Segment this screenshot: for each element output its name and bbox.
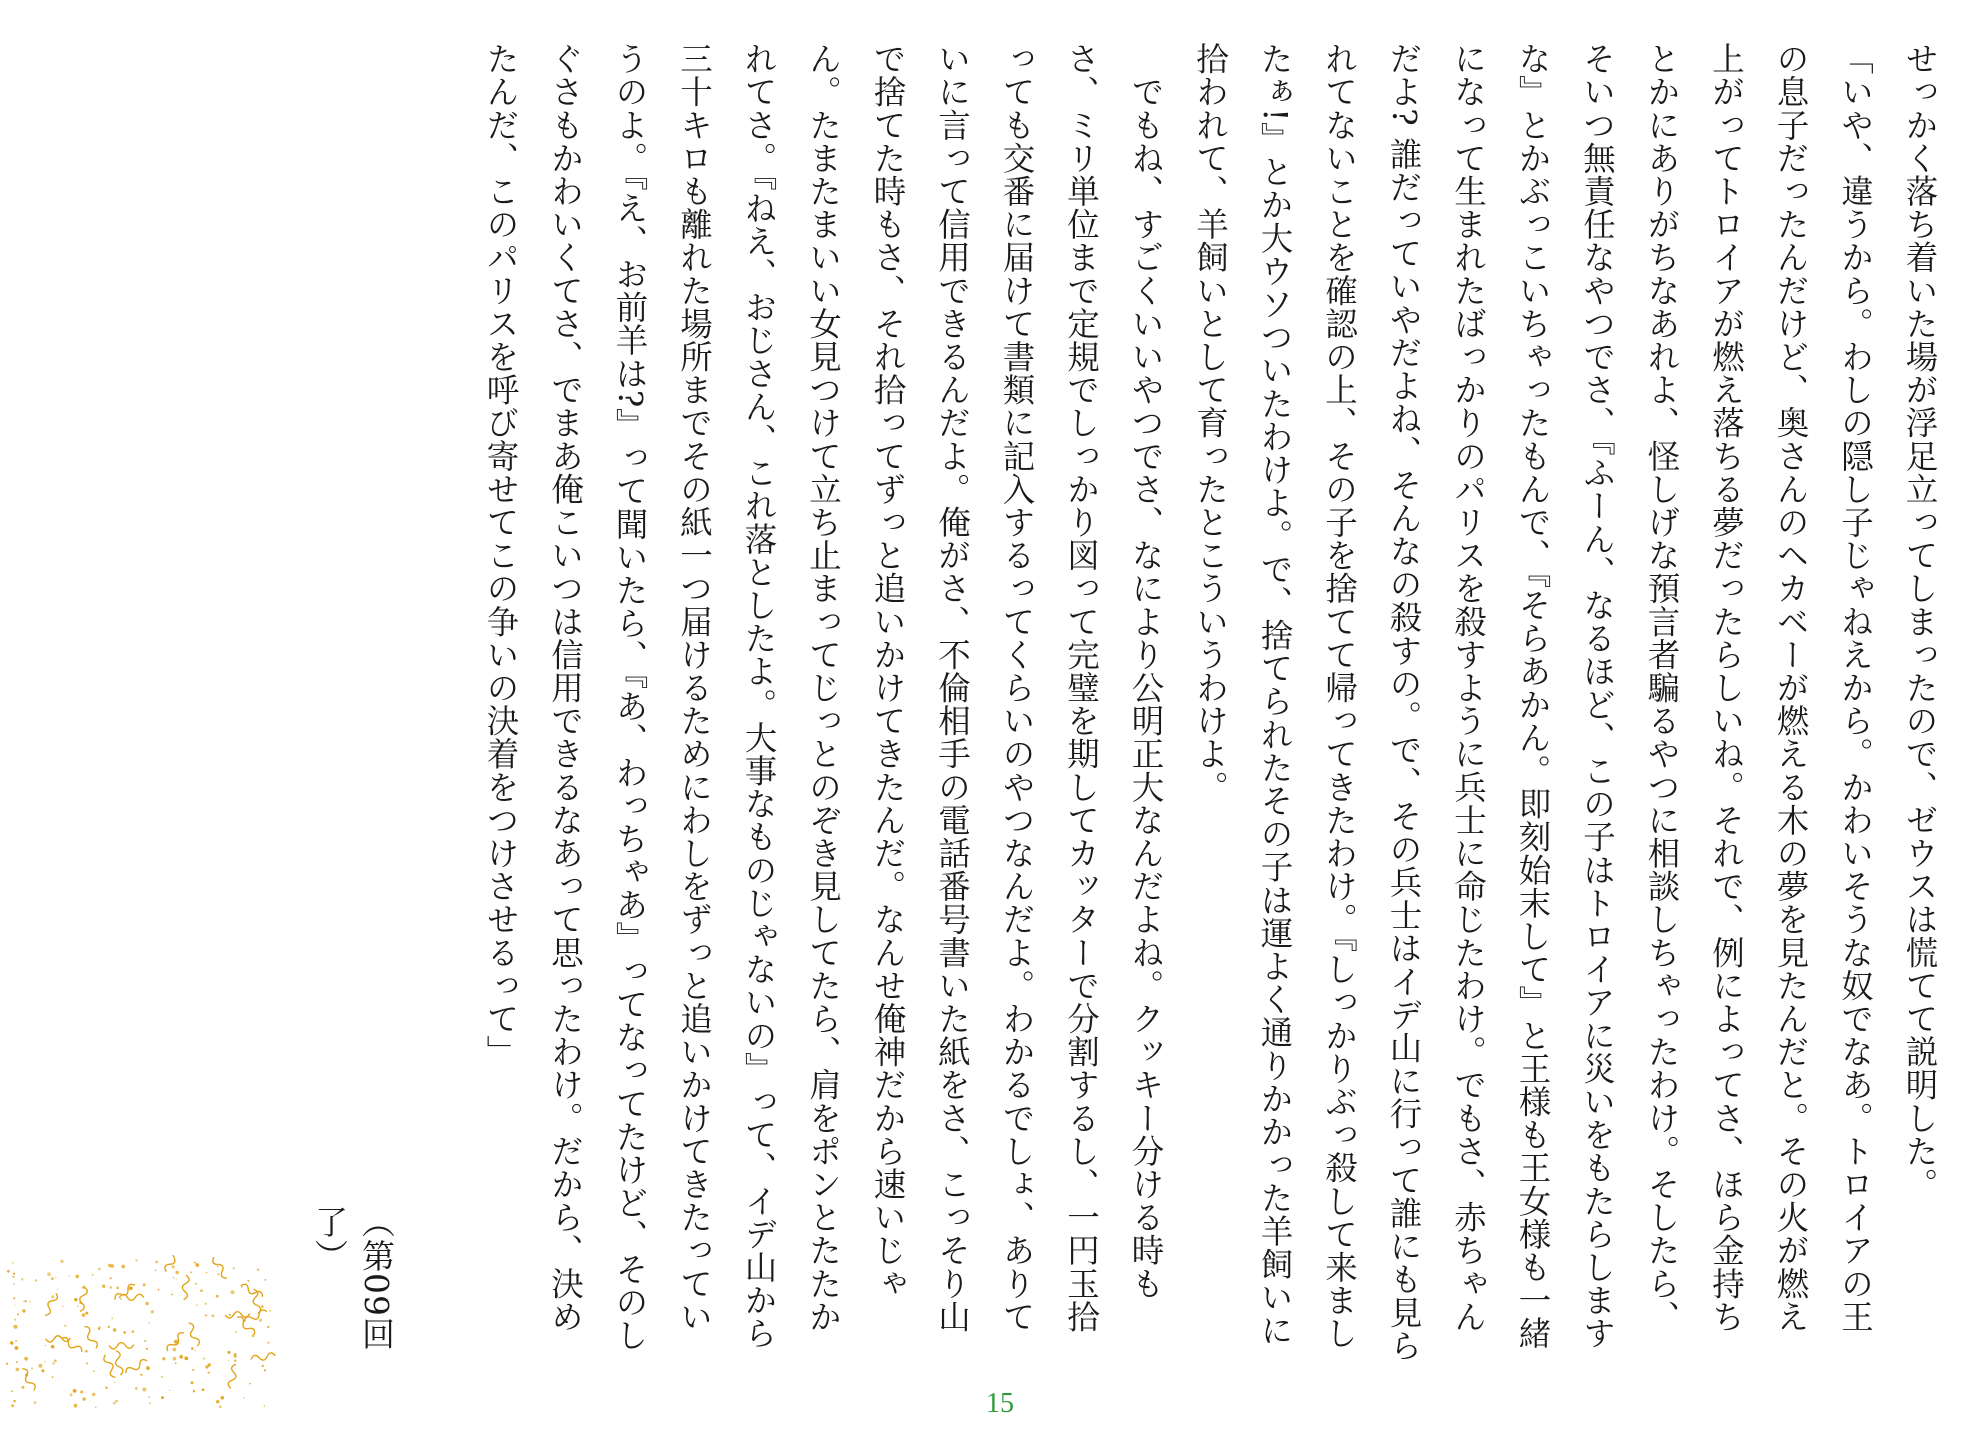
body-text [469, 42, 1953, 1362]
gold-confetti-icon [0, 1255, 280, 1415]
chapter-end-mark: （第09回 了） [310, 1205, 396, 1351]
paragraph: 「いや、違うから。わしの隠し子じゃねえから。かわいそうな奴でなあ。トロイアの王の息子だったんだけど、奥さんのヘカベーが燃える木の夢を見たんだと。その火が燃え上がってトロイアが燃え落ちる夢だったらしいね。それで、例によってさ、ほら金持ちとかにありがちなあれよ、怪しげな預言者騙るやつに相談しちゃったわけ。そしたら、そいつ無責任なやつでさ、『ふーん、なるほど、この子はトロイアに災いをもたらしますな』とかぶっこいちゃったもんで、『そらあかん。即刻始末して』と王様も王女様も一緒になって生まれたばっかりのパリスを殺すように兵士に命じたわけ。でもさ、赤ちゃんだよ? 誰だっていやだよね、そんなの殺すの。で、その兵士はイデ山に行って誰にも見られてないことを確認の上、その子を捨てて帰ってきたわけ。『しっかりぶっ殺して来ましたぁ!』とか大ウソついたわけよ。で、捨てられたその子は運よく通りかかった羊飼いに拾われて、羊飼いとして育ったとこういうわけよ。 [1191, 42, 1875, 1362]
paragraph: せっかく落ち着いた場が浮足立ってしまったので、ゼウスは慌てて説明した。 [1901, 42, 1939, 1201]
page-number: 15 [986, 1388, 1014, 1419]
paragraph: でもね、すごくいいやつでさ、なにより公明正大なんだよね。クッキー分ける時もさ、ミリ単位まで定規でしっかり図って完璧を期してカッターで分割するし、一円玉拾っても交番に届けて書類に記入するってくらいのやつなんだよ。わかるでしょ、ありていに言って信用できるんだよ。俺がさ、不倫相手の電話番号書いた紙をさ、こっそり山で捨てた時もさ、それ拾ってずっと追いかけてきたんだ。なんせ俺神だから速いじゃん。たまたまいい女見つけて立ち止まってじっとのぞき見してたら、肩をポンとたたかれてさ。『ねえ、おじさん、これ落としたよ。大事なものじゃないの』って、イデ山から三十キロも離れた場所までその紙一つ届けるためにわしをずっと追いかけてきたっていうのよ。『え、お前羊は?』って聞いたら、『あ、わっちゃあ』ってなってたけど、そのしぐさもかわいくてさ、でまあ俺こいつは信用できるなあって思ったわけ。だから、決めたんだ、このパリスを呼び寄せてこの争いの決着をつけさせるって」 [482, 42, 1165, 1352]
